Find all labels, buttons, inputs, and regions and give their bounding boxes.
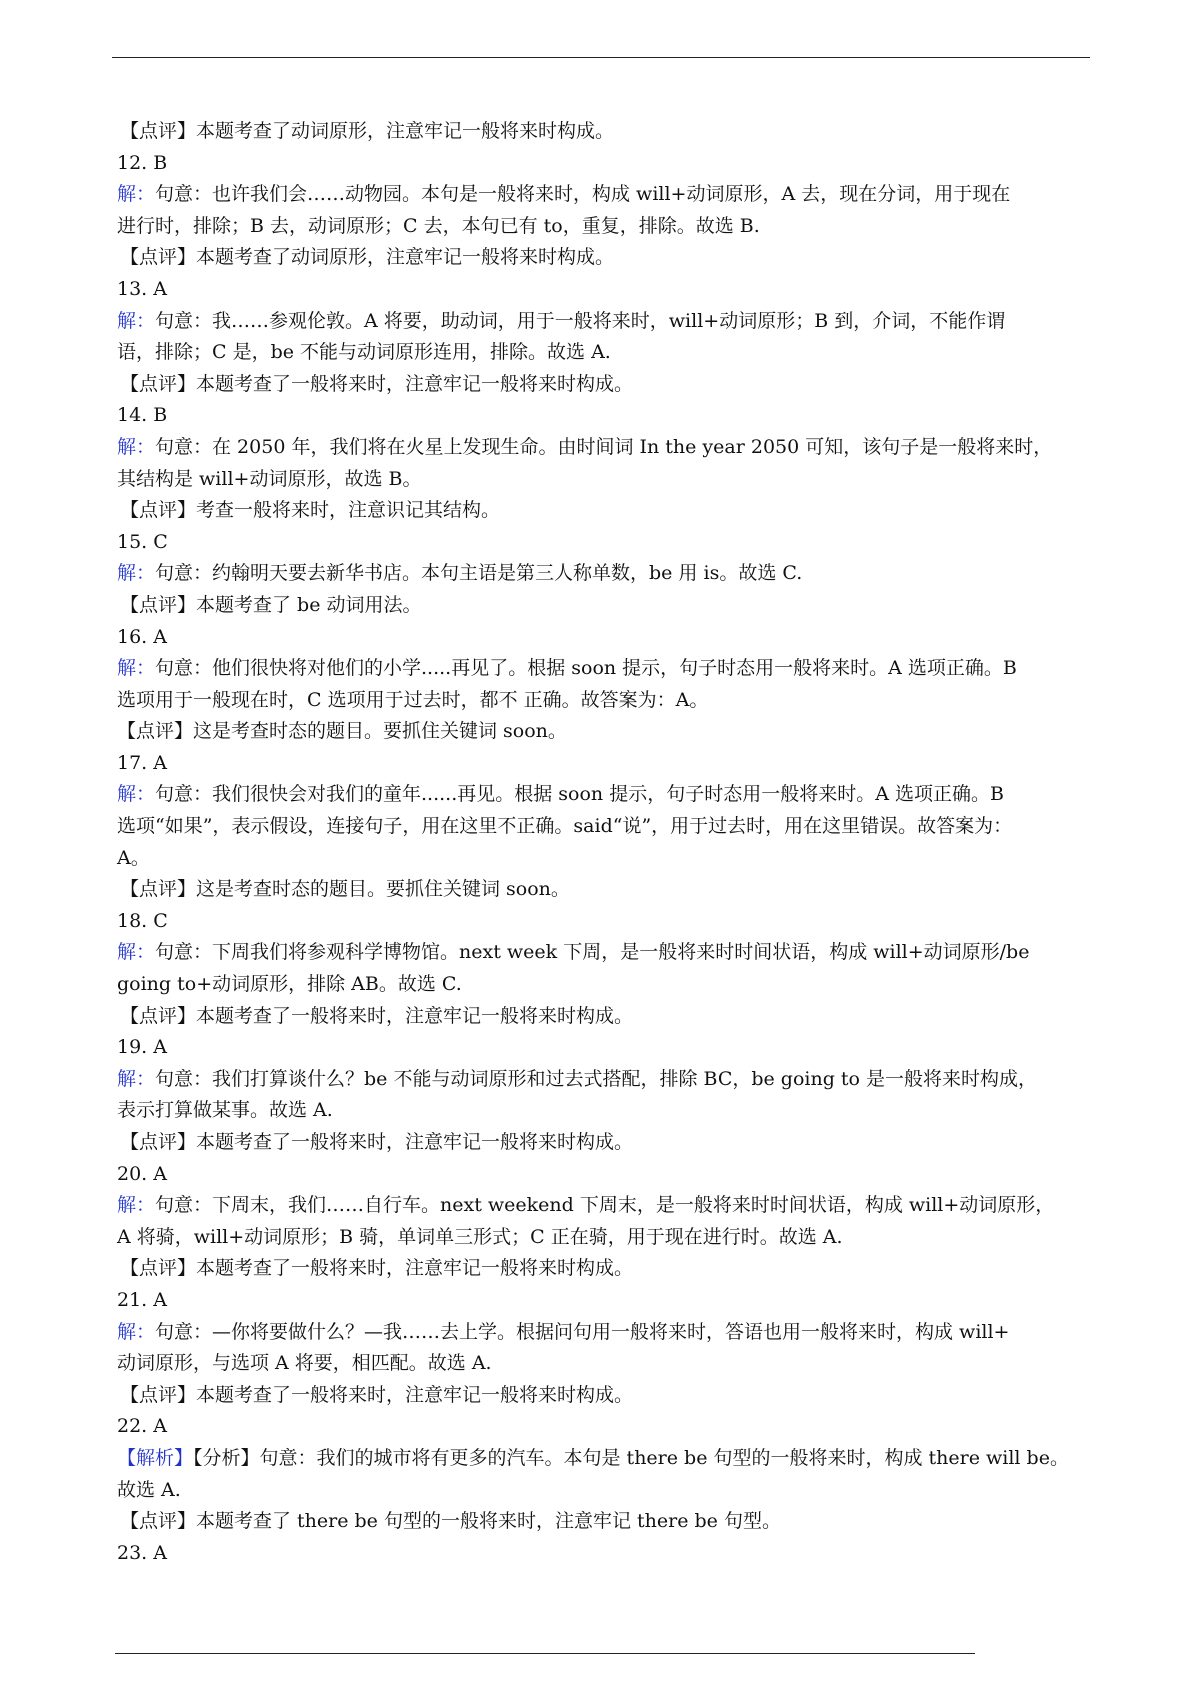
- comment-line: 【点评】本题考查了 there be 句型的一般将来时，注意牢记 there be 句型。: [120, 1510, 781, 1533]
- question-number: 12. B: [117, 151, 168, 174]
- explanation-line: [117, 937, 1099, 969]
- comment-line: 【点评】本题考查了动词原形，注意牢记一般将来时构成。: [120, 246, 615, 269]
- question-number: 15. C: [117, 530, 168, 553]
- explanation-continuation: 选项用于一般现在时，C 选项用于过去时，都不 正确。故答案为：A。: [117, 688, 709, 711]
- explanation-continuation: 选项“如果”，表示假设，连接句子，用在这里不正确。said“说”，用于过去时，用在这里错误。故答案为：: [117, 815, 1013, 838]
- explanation-line: [117, 1064, 1099, 1096]
- comment-line: 【点评】本题考查了 be 动词用法。: [120, 593, 422, 616]
- explanation-continuation: 动词原形，与选项 A 将要，相匹配。故选 A.: [117, 1352, 492, 1375]
- explanation-line: [117, 653, 1099, 685]
- explanation-text: 句意：约翰明天要去新华书店。本句主语是第三人称单数，be 用 is。故选 C.: [155, 562, 803, 585]
- answer-content: [117, 116, 1099, 1569]
- explanation-line: [117, 558, 1099, 590]
- comment-line: 【点评】考查一般将来时，注意识记其结构。: [120, 499, 501, 522]
- comment-line: 【点评】这是考查时态的题目。要抓住关键词 soon。: [120, 878, 570, 901]
- explanation-text: 句意：—你将要做什么？—我……去上学。根据问句用一般将来时，答语也用一般将来时，构成 will+: [155, 1320, 1010, 1343]
- explanation-line: [117, 306, 1099, 338]
- solution-label: 解：: [117, 183, 156, 206]
- solution-label: 解：: [117, 309, 156, 332]
- question-number: 23. A: [117, 1541, 167, 1564]
- explanation-text: 句意：我们打算谈什么？be 不能与动词原形和过去式搭配，排除 BC，be going to 是一般将来时构成，: [155, 1067, 1038, 1090]
- comment-line: 【点评】本题考查了一般将来时，注意牢记一般将来时构成。: [120, 1257, 634, 1280]
- explanation-text: 句意：我们很快会对我们的童年......再见。根据 soon 提示，句子时态用一般将来时。A 选项正确。B: [155, 783, 1004, 806]
- explanation-text: 句意：下周末，我们……自行车。next weekend 下周末，是一般将来时时间状语，构成 will+动词原形，: [155, 1194, 1055, 1217]
- explanation-text: 【分析】句意：我们的城市将有更多的汽车。本句是 there be 句型的一般将来时，构成 there will be。: [193, 1446, 1069, 1469]
- explanation-line: [117, 179, 1099, 211]
- explanation-continuation: 故选 A.: [117, 1478, 181, 1501]
- question-number: 17. A: [117, 751, 167, 774]
- explanation-text: 句意：我……参观伦敦。A 将要，助动词，用于一般将来时，will+动词原形；B 到，介词，不能作谓: [155, 309, 1006, 332]
- explanation-line: [117, 1190, 1099, 1222]
- explanation-line: [117, 1317, 1099, 1349]
- comment-line: 【点评】这是考查时态的题目。要抓住关键词 soon。: [117, 720, 567, 743]
- question-number: 18. C: [117, 909, 168, 932]
- explanation-text: 句意：在 2050 年，我们将在火星上发现生命。由时间词 In the year 2050 可知，该句子是一般将来时，: [155, 435, 1053, 458]
- comment-line: 【点评】本题考查了动词原形，注意牢记一般将来时构成。: [120, 120, 615, 142]
- solution-label: 解：: [117, 1067, 156, 1090]
- footer-rule: [115, 1653, 975, 1654]
- explanation-text: 句意：他们很快将对他们的小学.....再见了。根据 soon 提示，句子时态用一般将来时。A 选项正确。B: [155, 657, 1017, 680]
- explanation-text: 句意：下周我们将参观科学博物馆。next week 下周，是一般将来时时间状语，构成 will+动词原形/be: [155, 941, 1030, 964]
- explanation-continuation: 其结构是 will+动词原形，故选 B。: [117, 467, 422, 490]
- comment-line: 【点评】本题考查了一般将来时，注意牢记一般将来时构成。: [120, 1004, 634, 1027]
- solution-label: 解：: [117, 562, 156, 585]
- question-number: 19. A: [117, 1036, 167, 1059]
- question-number: 14. B: [117, 404, 168, 427]
- solution-label: 解：: [117, 657, 156, 680]
- explanation-continuation: 进行时，排除；B 去，动词原形；C 去，本句已有 to，重复，排除。故选 B.: [117, 214, 760, 237]
- solution-label: 解：: [117, 783, 156, 806]
- explanation-continuation: A。: [117, 846, 150, 869]
- solution-label: 解：: [117, 435, 156, 458]
- solution-label: 解：: [117, 1320, 156, 1343]
- question-number: 21. A: [117, 1288, 167, 1311]
- explanation-continuation: going to+动词原形，排除 AB。故选 C.: [117, 973, 462, 996]
- comment-line: 【点评】本题考查了一般将来时，注意牢记一般将来时构成。: [120, 1383, 634, 1406]
- question-number: 13. A: [117, 277, 167, 300]
- explanation-continuation: 语，排除；C 是，be 不能与动词原形连用，排除。故选 A.: [117, 341, 611, 364]
- explanation-continuation: A 将骑，will+动词原形；B 骑，单词单三形式；C 正在骑，用于现在进行时。故选 A.: [117, 1225, 843, 1248]
- question-number: 16. A: [117, 625, 167, 648]
- explanation-continuation: 表示打算做某事。故选 A.: [117, 1099, 333, 1122]
- explanation-text: 句意：也许我们会……动物园。本句是一般将来时，构成 will+动词原形，A 去，现在分词，用于现在: [155, 183, 1011, 206]
- explanation-line: [117, 779, 1099, 811]
- solution-label: 解：: [117, 1194, 156, 1217]
- explanation-line: [117, 1443, 1099, 1475]
- explanation-line: [117, 432, 1099, 464]
- solution-label: 解：: [117, 941, 156, 964]
- question-number: 22. A: [117, 1415, 167, 1438]
- comment-line: 【点评】本题考查了一般将来时，注意牢记一般将来时构成。: [120, 372, 634, 395]
- question-number: 20. A: [117, 1162, 167, 1185]
- comment-line: 【点评】本题考查了一般将来时，注意牢记一般将来时构成。: [120, 1131, 634, 1153]
- analysis-label: 【解析】: [117, 1446, 194, 1469]
- header-rule: [112, 57, 1090, 58]
